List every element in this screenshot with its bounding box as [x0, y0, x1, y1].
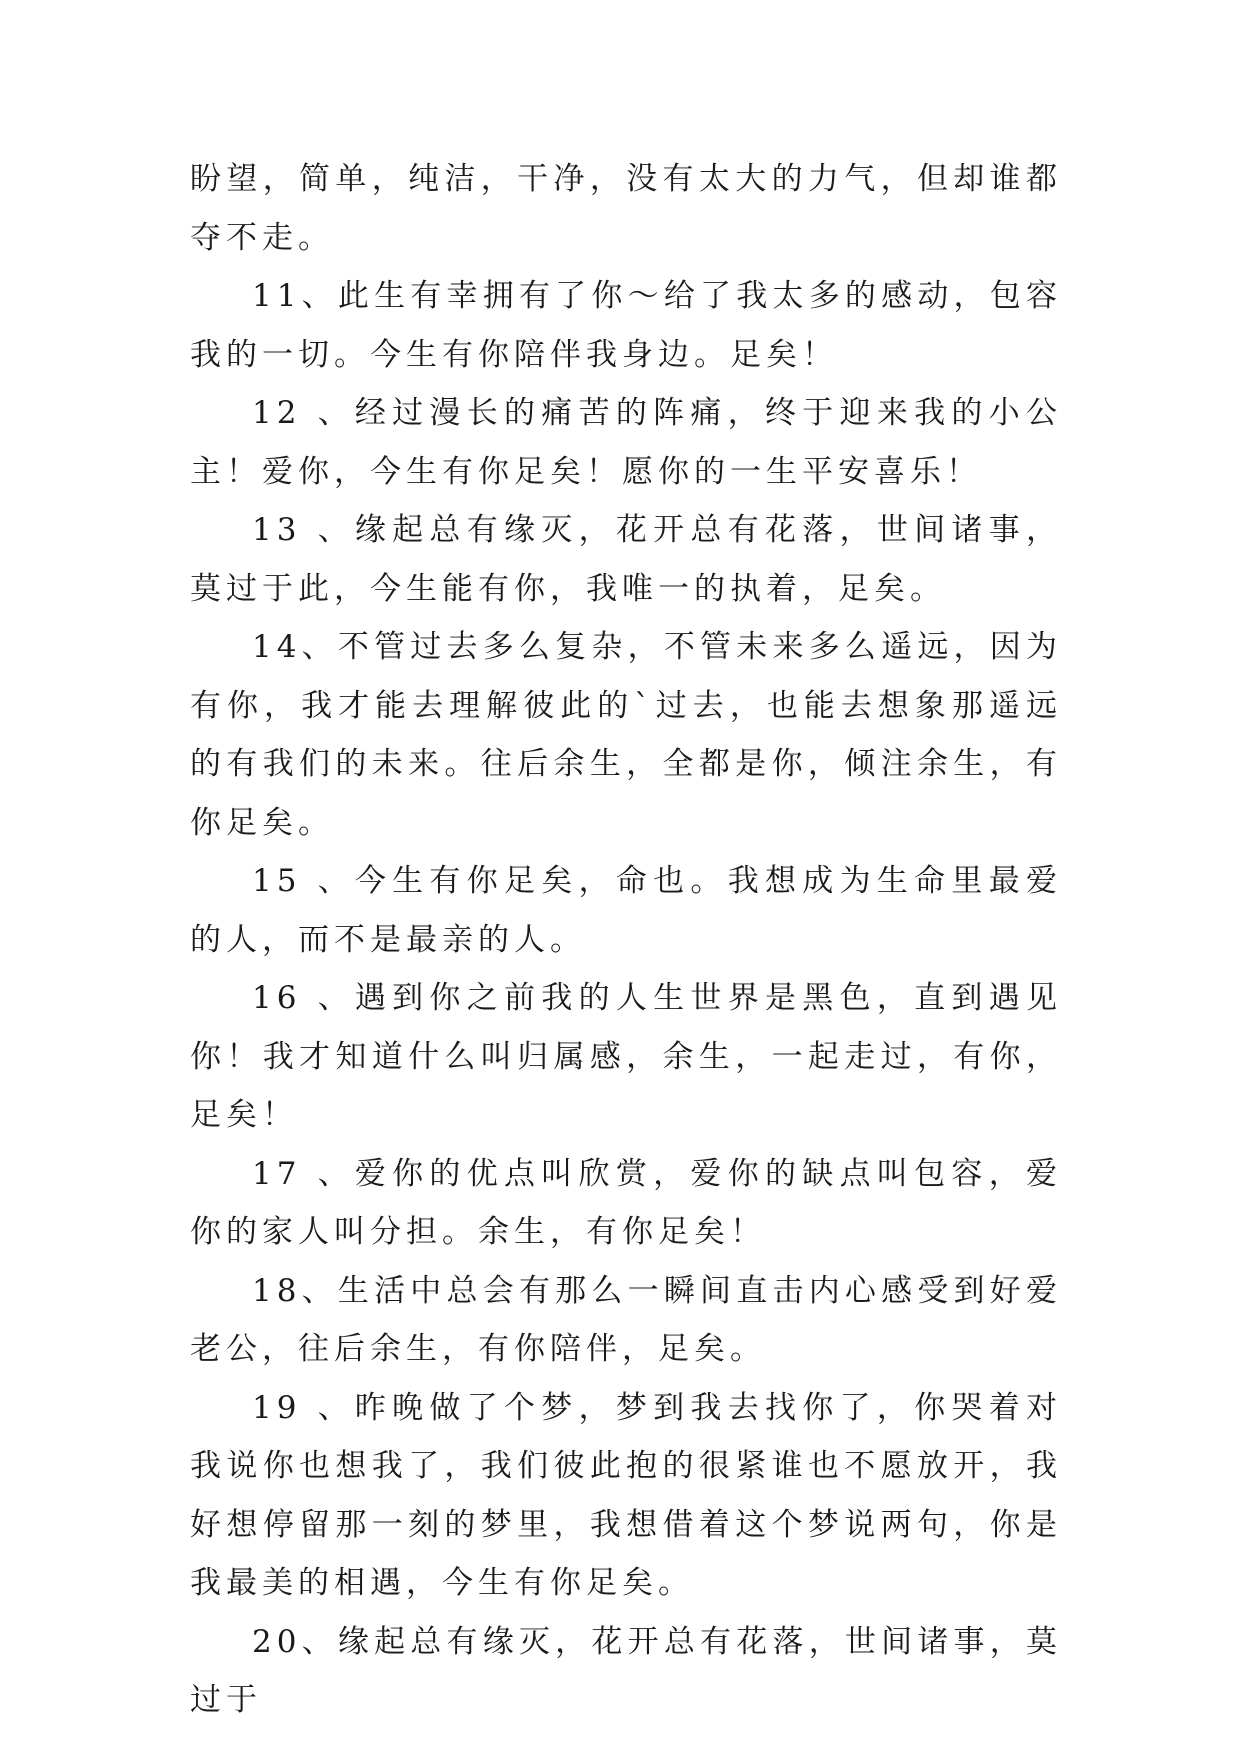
- paragraph-15: 15 、今生有你足矣，命也。我想成为生命里最爱的人，而不是最亲的人。: [190, 863, 1062, 958]
- paragraph-12: 12 、经过漫长的痛苦的阵痛，终于迎来我的小公主！爱你，今生有你足矣！愿你的一生平安喜乐！: [190, 395, 1062, 490]
- paragraph-16: 16 、遇到你之前我的人生世界是黑色，直到遇见你！我才知道什么叫归属感，余生，一起走过，有你，足矣！: [190, 980, 1062, 1133]
- paragraph-17: 17 、爱你的优点叫欣赏，爱你的缺点叫包容，爱你的家人叫分担。余生，有你足矣！: [190, 1155, 1062, 1250]
- paragraph-20: 20、缘起总有缘灭，花开总有花落，世间诸事，莫过于: [190, 1623, 1062, 1718]
- paragraph-18: 18、生活中总会有那么一瞬间直击内心感受到好爱老公，往后余生，有你陪伴，足矣。: [190, 1272, 1062, 1367]
- paragraph-19: 19 、昨晚做了个梦，梦到我去找你了，你哭着对我说你也想我了，我们彼此抱的很紧谁也不愿放开，我好想停留那一刻的梦里，我想借着这个梦说两句，你是我最美的相遇，今生有你足矣。: [190, 1389, 1062, 1601]
- paragraph-14: 14、不管过去多么复杂，不管未来多么遥远，因为有你，我才能去理解彼此的`过去，也能去想象那遥远的有我们的未来。往后余生，全都是你，倾注余生，有你足矣。: [190, 629, 1062, 841]
- paragraph-13: 13 、缘起总有缘灭，花开总有花落，世间诸事，莫过于此，今生能有你，我唯一的执着，足矣。: [190, 512, 1062, 607]
- document-body: [190, 150, 1062, 1730]
- paragraph-continued: 盼望，简单，纯洁，干净，没有太大的力气，但却谁都夺不走。: [190, 161, 1062, 256]
- paragraph-11: 11、此生有幸拥有了你～给了我太多的感动，包容我的一切。今生有你陪伴我身边。足矣！: [190, 278, 1062, 373]
